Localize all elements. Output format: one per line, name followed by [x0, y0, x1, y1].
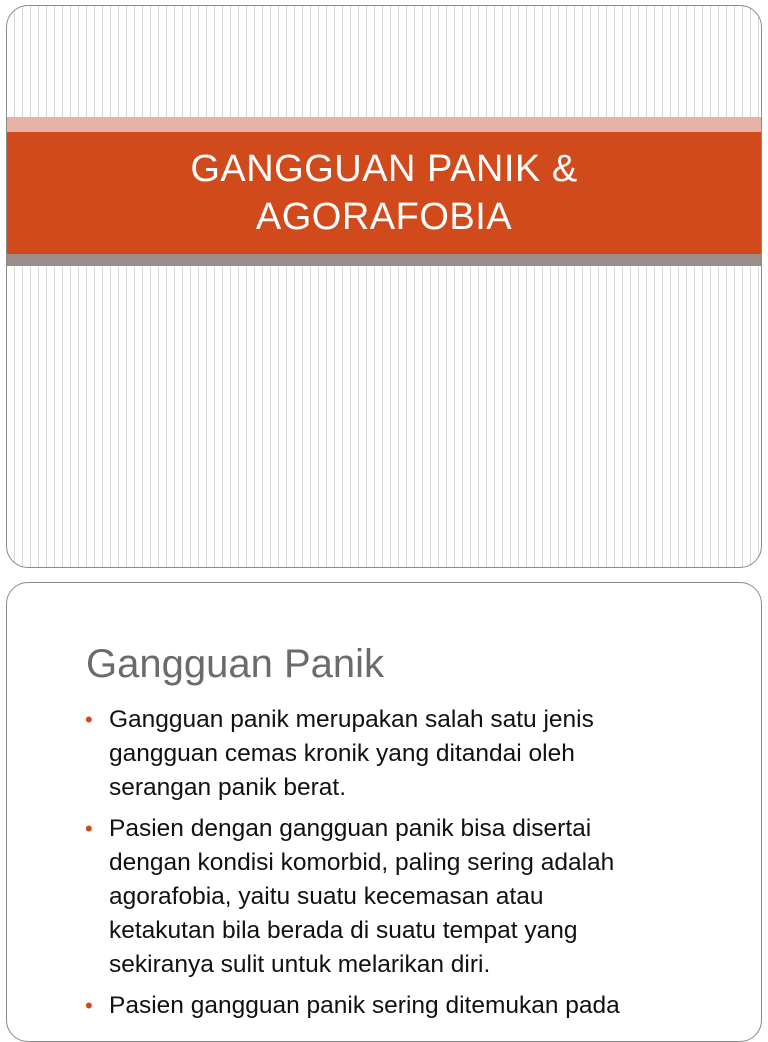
bullet-line: agorafobia, yaitu suatu kecemasan atau	[109, 883, 544, 910]
bullet-line: Pasien gangguan panik sering ditemukan pada	[109, 992, 620, 1019]
slide-title-line-2: AGORAFOBIA	[255, 196, 513, 238]
bullet-line: ketakutan bila berada di suatu tempat yang	[109, 917, 578, 944]
title-band	[7, 132, 761, 254]
slide-title-line-1: GANGGUAN PANIK &	[190, 148, 578, 190]
title-slide	[6, 5, 762, 568]
slide-title	[190, 145, 577, 241]
bullet-line: sekiranya sulit untuk melarikan diri.	[109, 951, 491, 978]
bullet-item-2	[85, 812, 715, 982]
bullet-icon: •	[85, 993, 93, 1018]
bullet-line: gangguan cemas kronik yang ditandai oleh	[109, 740, 575, 767]
title-band-accent-bottom	[7, 254, 761, 266]
bullet-line: serangan panik berat.	[109, 774, 346, 801]
bullet-icon: •	[85, 816, 93, 841]
bullet-line: Gangguan panik merupakan salah satu jenis	[109, 706, 594, 733]
bullet-item-3	[85, 989, 715, 1023]
content-slide	[6, 582, 762, 1042]
bullet-line: Pasien dengan gangguan panik bisa disertai	[109, 815, 592, 842]
bullet-list	[85, 703, 715, 1030]
title-band-accent-top	[7, 117, 761, 132]
bullet-icon: •	[85, 707, 93, 732]
bullet-item-1	[85, 703, 715, 805]
bullet-line: dengan kondisi komorbid, paling sering adalah	[109, 849, 615, 876]
section-heading: Gangguan Panik	[86, 642, 385, 686]
